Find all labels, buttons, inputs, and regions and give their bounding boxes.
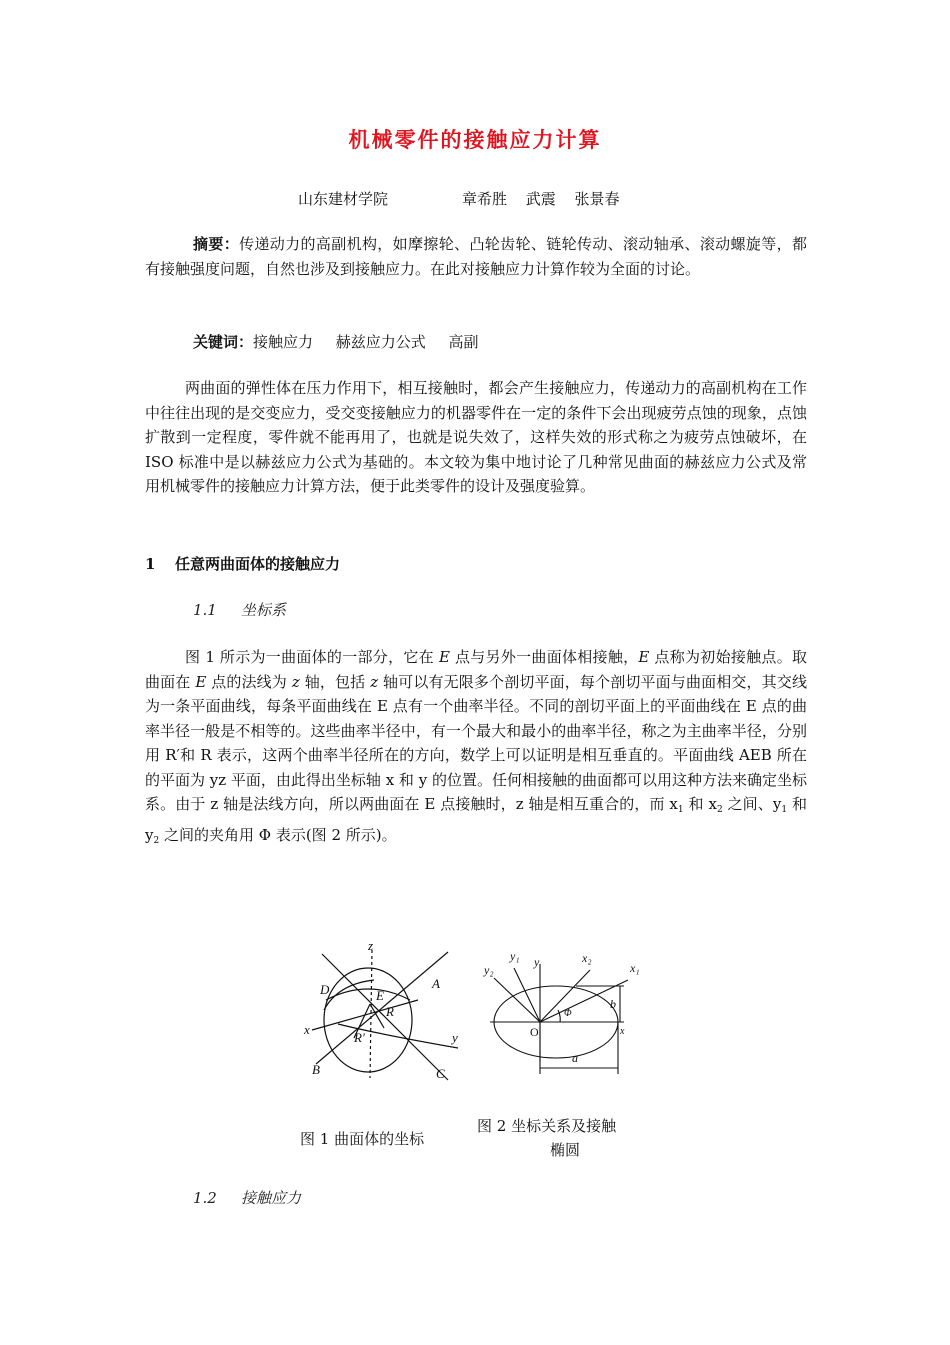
cut-line-a <box>316 952 448 1064</box>
subsection-1-2-heading <box>193 1187 301 1208</box>
label-x: x <box>304 1022 310 1037</box>
figure-2-diagram <box>476 944 666 1099</box>
subscript: 2 <box>716 805 723 815</box>
symbol-z: z <box>291 672 300 691</box>
label-y1: y₁ <box>510 949 520 963</box>
subscript: 1 <box>677 805 684 815</box>
body-paragraph-1-1 <box>145 645 807 853</box>
label-r-prime: R′ <box>354 1030 365 1045</box>
subsection-title: 坐标系 <box>241 601 287 619</box>
label-r: R <box>386 1004 394 1019</box>
section-title: 任意两曲面体的接触应力 <box>175 555 341 573</box>
label-b: b <box>610 997 616 1011</box>
text-run: 之间的夹角用 Φ 表示(图 2 所示)。 <box>159 825 397 844</box>
label-x1: x₁ <box>630 961 640 975</box>
figure-2-caption-line1: 图 2 坐标关系及接触 <box>477 1117 617 1135</box>
subsection-1-1-heading <box>193 599 286 620</box>
y1-axis <box>514 968 540 1022</box>
text-run: 图 1 所示为一曲面体的一部分，它在 <box>185 648 439 666</box>
text-run: 之间、y <box>722 795 782 813</box>
label-y: y <box>452 1030 458 1045</box>
text-run: 点与另外一曲面体相接触， <box>449 648 639 666</box>
abstract-text: 传递动力的高副机构，如摩擦轮、凸轮齿轮、链轮传动、滚动轴承、滚动螺旋等，都有接触强度问题，自然也涉及到接触应力。在此对接触应力计算作较为全面的讨论。 <box>145 235 807 278</box>
subsection-number: 1.2 <box>193 1189 217 1207</box>
label-z: z <box>368 938 374 953</box>
figure-2-caption-line2: 椭圆 <box>550 1141 581 1159</box>
subscript: 2 <box>153 835 160 846</box>
label-d: D <box>320 982 330 997</box>
label-y2: y₂ <box>484 963 494 977</box>
abstract <box>145 232 807 281</box>
text-run: 轴，包括 <box>299 672 371 691</box>
label-x2: x₂ <box>582 951 592 965</box>
text-run: 点的法线为 <box>206 672 292 691</box>
label-c: C <box>436 1066 445 1081</box>
label-y: y <box>534 955 540 969</box>
label-o: O <box>530 1025 539 1039</box>
figure-2-caption <box>477 1114 667 1162</box>
label-phi: Φ <box>564 1008 572 1019</box>
keywords-items: 接触应力 赫兹应力公式 高副 <box>253 333 479 351</box>
figure-1-caption: 图 1 曲面体的坐标 <box>300 1130 425 1148</box>
abstract-label: 摘要： <box>193 235 240 253</box>
symbol-e: E <box>195 672 207 691</box>
symbol-e: E <box>438 648 450 666</box>
label-a: a <box>572 1051 578 1065</box>
institution: 山东建材学院 <box>298 190 389 208</box>
subsection-title: 接触应力 <box>241 1189 302 1207</box>
label-b: B <box>312 1062 320 1077</box>
phi-arc <box>558 1010 560 1022</box>
text-run: 和 y <box>145 795 807 844</box>
y2-axis <box>494 978 540 1022</box>
subscript: 1 <box>781 805 788 815</box>
section-1-heading <box>145 553 340 574</box>
symbol-e: E <box>638 648 650 666</box>
label-x: x <box>620 1026 625 1037</box>
intro-paragraph: 两曲面的弹性体在压力作用下，相互接触时，都会产生接触应力，传递动力的高副机构在工作中往往出现的是交变应力，受交变接触应力的机器零件在一定的条件下会出现疲劳点蚀的现象，点蚀扩散到一定程度，零件就不能再用了，也就是说失效了，这样失效的形式称之为疲劳点蚀破坏，在 ISO 标准中是以赫兹应力公式为基础的。本文较为集中地讨论了几种常见曲面的赫兹应力公式及常用机械零件的接触应力计算方法，便于此类零件的设计及强度验算。 <box>145 379 807 495</box>
figure-1-diagram <box>298 938 468 1088</box>
subsection-number: 1.1 <box>193 601 217 619</box>
author-names: 章希胜 武震 张景春 <box>462 190 620 208</box>
text-run: 和 x <box>683 795 717 813</box>
text-run: 轴可以有无限多个剖切平面，每个剖切平面与曲面相交，其交线为一条平面曲线，每条平面曲线在 E 点有一个曲率半径。不同的剖切平面上的平面曲线在 E 点的曲率半径一般是不相等的。这些曲率半径中，有一个最大和最小的曲率半径，称之为主曲率半径，分别用 R′和 R 表示，这两个曲率半径所在的方向，数学上可以证明是相互垂直的。平面曲线 AEB 所在的平面为 yz 平面，由此得出坐标轴 x 和 y 的位置。任何相接触的曲面都可以用这种方法来确定坐标系。由于 z 轴是法线方向，所以两曲面在 E 点接触时，z 轴是相互重合的，而 x <box>145 672 807 813</box>
label-a: A <box>432 976 440 991</box>
text-run: 点称为初始接触点。取曲面在 <box>145 648 807 691</box>
section-curve-left <box>324 980 374 1010</box>
keywords <box>193 331 479 352</box>
section-number: 1 <box>145 555 156 573</box>
paper-title: 机械零件的接触应力计算 <box>348 127 602 152</box>
label-e: E <box>376 988 384 1003</box>
keywords-label: 关键词： <box>193 333 254 351</box>
symbol-z: z <box>370 672 379 691</box>
